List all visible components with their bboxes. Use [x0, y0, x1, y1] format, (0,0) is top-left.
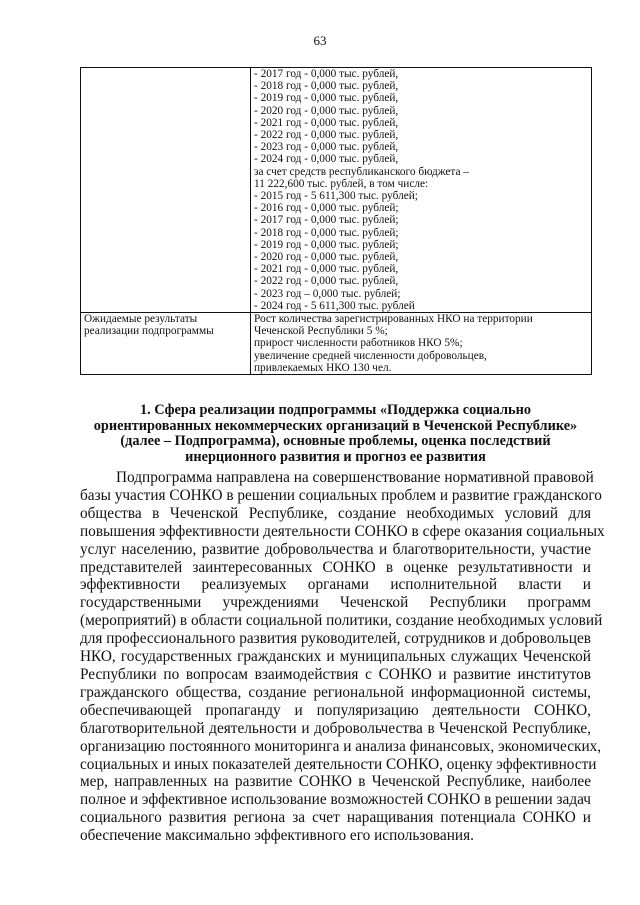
- heading-line: 1. Сфера реализации подпрограммы «Поддержка социально: [140, 402, 531, 418]
- body-line: благотворительной деятельности и добровольчества в Чеченской Республике,: [80, 719, 591, 737]
- section-heading: [80, 403, 591, 465]
- funding-line: - 2021 год - 0,000 тыс. рублей,: [254, 263, 399, 276]
- body-line: полное и эффективное использование возможностей СОНКО в решении задач: [80, 791, 591, 809]
- funding-line: - 2018 год - 0,000 тыс. рублей;: [254, 226, 399, 239]
- body-line: Республики по вопросам взаимодействия с СОНКО и развитие институтов: [80, 665, 591, 683]
- body-line: для профессионального развития руководителей, сотрудников и добровольцев: [80, 630, 591, 648]
- funding-line: - 2022 год - 0,000 тыс. рублей,: [254, 275, 399, 288]
- result-line: Рост количества зарегистрированных НКО на территории: [254, 313, 533, 326]
- funding-line: - 2020 год - 0,000 тыс. рублей,: [254, 104, 399, 117]
- funding-table: [80, 67, 592, 375]
- body-line: эффективности реализуемых органами исполнительной власти и: [80, 576, 591, 594]
- body-line: обеспечение максимально эффективного его использования.: [80, 827, 474, 845]
- body-line: общества в Чеченской Республике, создание необходимых условий для: [80, 504, 591, 522]
- funding-line: - 2024 год - 0,000 тыс. рублей,: [254, 153, 399, 166]
- result-line: прирост численности работников НКО 5%;: [254, 337, 463, 350]
- funding-line: - 2024 год - 5 611,300 тыс. рублей: [254, 299, 415, 312]
- row-label-line: Ожидаемые результаты: [84, 313, 198, 326]
- funding-line: - 2019 год - 0,000 тыс. рублей;: [254, 238, 399, 251]
- row-label-line: реализации подпрограммы: [84, 325, 214, 338]
- page-number: 63: [313, 33, 327, 48]
- funding-line: - 2017 год - 0,000 тыс. рублей;: [254, 214, 399, 227]
- funding-line: - 2016 год - 0,000 тыс. рублей;: [254, 202, 399, 215]
- body-line: мер, направленных на развитие СОНКО в Чеченской Республике, наиболее: [80, 773, 591, 791]
- body-line: гражданского общества, создание региональной информационной системы,: [80, 683, 591, 701]
- body-line: Подпрограмма направлена на совершенствование нормативной правовой: [116, 469, 594, 486]
- body-line: НКО, государственных гражданских и муниципальных служащих Чеченской: [80, 648, 591, 666]
- body-line: услуг населению, развитие добровольчества и благотворительности, участие: [80, 540, 591, 558]
- table-row: [81, 313, 592, 375]
- funding-line: - 2015 год - 5 611,300 тыс. рублей;: [254, 190, 418, 203]
- funding-line: - 2021 год - 0,000 тыс. рублей,: [254, 116, 399, 129]
- funding-line: - 2018 год - 0,000 тыс. рублей,: [254, 80, 399, 93]
- heading-line: (далее – Подпрограмма), основные проблемы, оценка последствий: [120, 433, 551, 450]
- funding-line: - 2023 год – 0,000 тыс. рублей;: [254, 287, 401, 300]
- heading-line: ориентированных некоммерческих организаций в Чеченской Республике»: [93, 417, 578, 434]
- result-line: увеличение средней численности добровольцев,: [254, 349, 487, 362]
- funding-line: - 2020 год - 0,000 тыс. рублей,: [254, 251, 399, 264]
- funding-line: 11 222,600 тыс. рублей, в том числе:: [254, 177, 429, 190]
- funding-line: за счет средств республиканского бюджета –: [254, 165, 469, 178]
- table-cell-expected-results: [251, 313, 592, 375]
- body-line: повышения эффективности деятельности СОНКО в сфере оказания социальных: [80, 522, 605, 540]
- funding-line: - 2022 год - 0,000 тыс. рублей,: [254, 129, 399, 142]
- table-row: [81, 68, 592, 313]
- result-line: Чеченской Республики 5 %;: [254, 325, 388, 338]
- funding-line: - 2019 год - 0,000 тыс. рублей,: [254, 92, 399, 105]
- body-line: обеспечивающей пропаганду и популяризацию деятельности СОНКО,: [80, 701, 591, 719]
- table-cell-label-empty: [81, 68, 251, 313]
- body-line: представителей заинтересованных СОНКО в оценке результативности и: [80, 558, 591, 576]
- body-line: социальных и иных показателей деятельности СОНКО, оценку эффективности: [80, 755, 597, 773]
- funding-line: - 2017 год - 0,000 тыс. рублей,: [254, 68, 399, 80]
- table-cell-expected-results-label: [81, 313, 251, 375]
- body-paragraph: [80, 469, 605, 845]
- body-line: социального развития региона за счет наращивания потенциала СОНКО и: [80, 809, 591, 827]
- body-line: базы участия СОНКО в решении социальных проблем и развитие гражданского: [80, 486, 602, 504]
- body-line: (мероприятий) в области социальной политики, создание необходимых условий: [80, 612, 603, 630]
- body-line: государственными учреждениями Чеченской Республики программ: [80, 594, 591, 612]
- heading-line: инерционного развития и прогноз ее развития: [185, 448, 486, 465]
- result-line: привлекаемых НКО 130 чел.: [254, 361, 392, 374]
- table-cell-funding: [251, 68, 592, 313]
- funding-line: - 2023 год - 0,000 тыс. рублей,: [254, 141, 399, 154]
- body-line: организацию постоянного мониторинга и анализа финансовых, экономических,: [80, 737, 602, 755]
